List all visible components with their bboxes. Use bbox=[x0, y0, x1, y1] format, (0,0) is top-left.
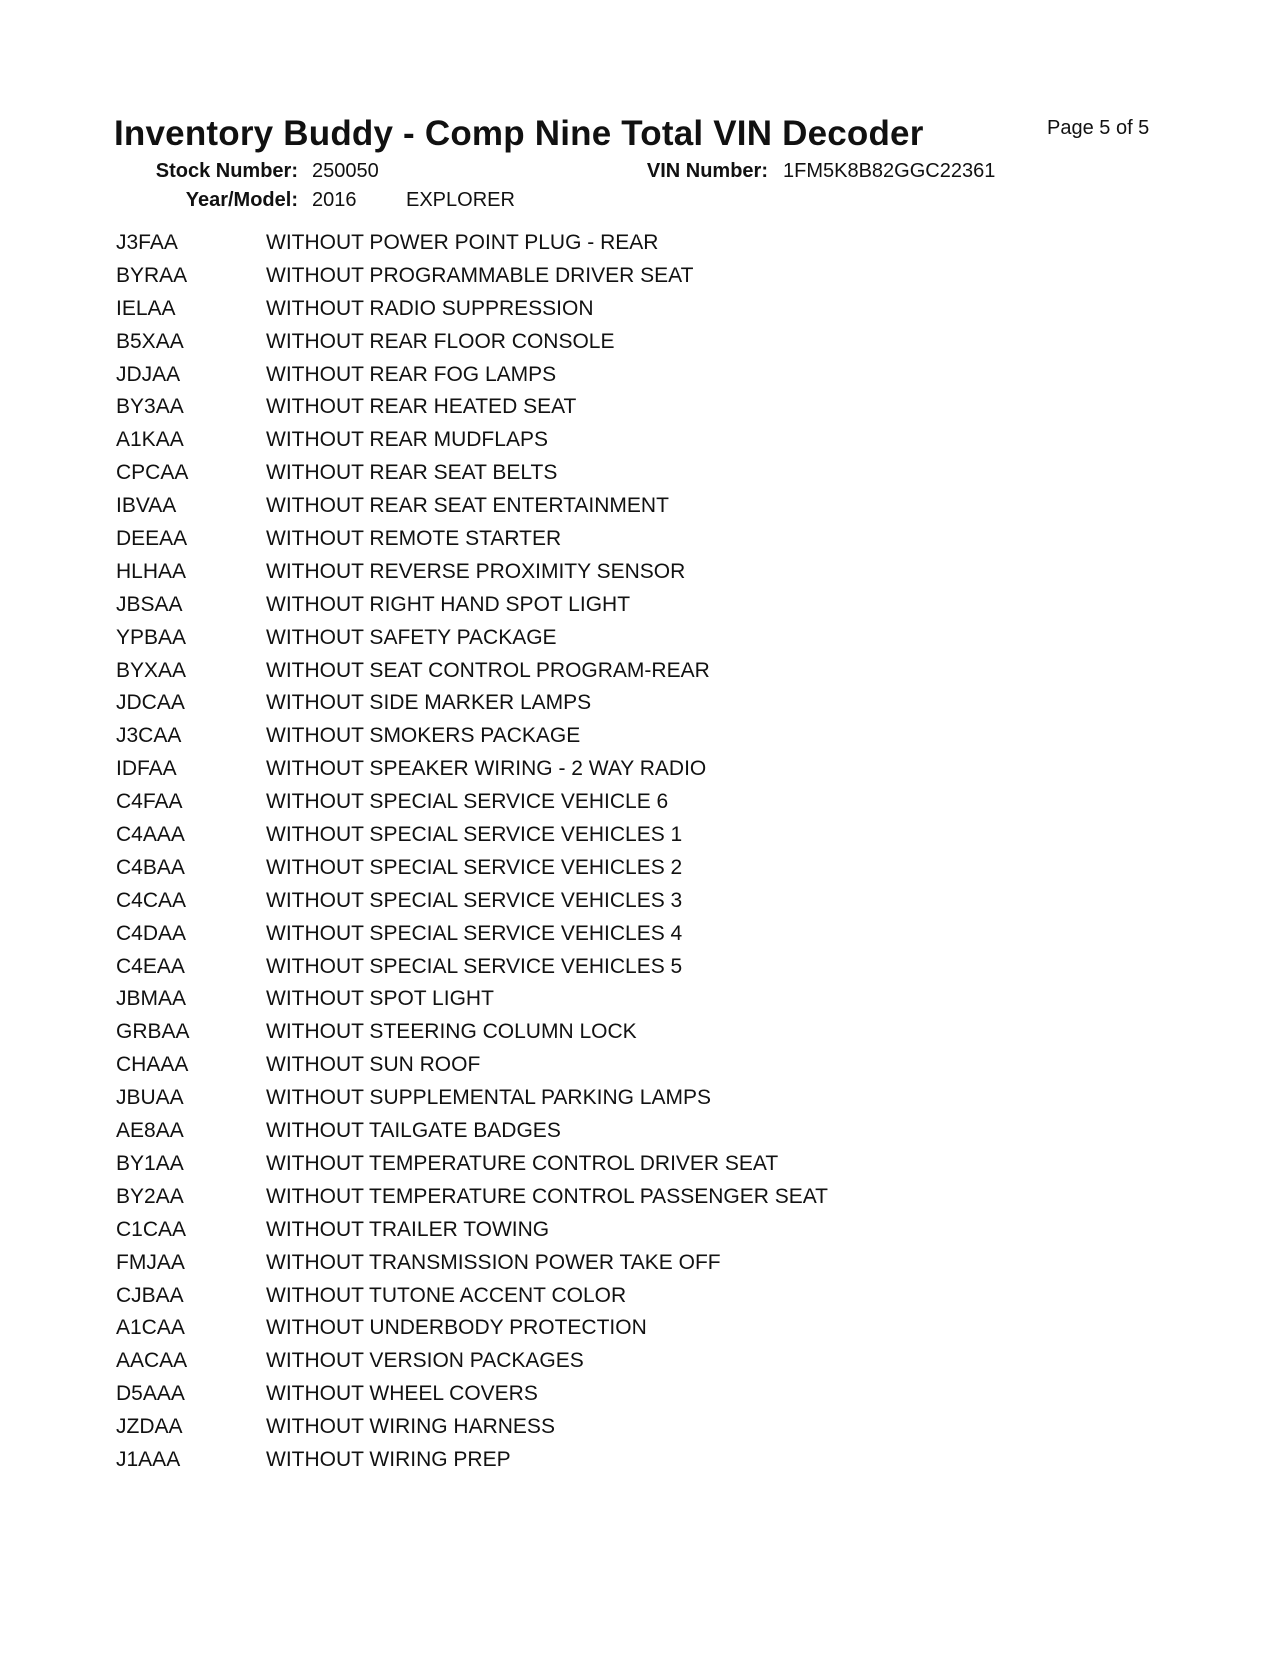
list-item bbox=[116, 753, 1016, 786]
option-code: CHAAA bbox=[116, 1053, 189, 1077]
option-description: WITHOUT REVERSE PROXIMITY SENSOR bbox=[266, 559, 686, 583]
option-code: DEEAA bbox=[116, 527, 188, 551]
list-item bbox=[116, 293, 1016, 326]
model-value: EXPLORER bbox=[406, 189, 515, 211]
option-code: C4BAA bbox=[116, 855, 185, 879]
option-description: WITHOUT REAR FOG LAMPS bbox=[266, 362, 557, 386]
option-description: WITHOUT TRANSMISSION POWER TAKE OFF bbox=[266, 1250, 721, 1274]
option-code: IDFAA bbox=[116, 757, 177, 781]
option-description: WITHOUT POWER POINT PLUG - REAR bbox=[266, 231, 659, 254]
option-description: WITHOUT SPECIAL SERVICE VEHICLE 6 bbox=[266, 790, 669, 814]
option-code: A1KAA bbox=[116, 428, 184, 452]
option-description: WITHOUT VERSION PACKAGES bbox=[266, 1349, 584, 1373]
option-code: JBUAA bbox=[116, 1086, 184, 1110]
option-description: WITHOUT TEMPERATURE CONTROL PASSENGER SEAT bbox=[266, 1184, 829, 1208]
list-item bbox=[116, 260, 1016, 293]
list-item bbox=[116, 556, 1016, 589]
option-description: WITHOUT TAILGATE BADGES bbox=[266, 1119, 561, 1143]
option-code: C4DAA bbox=[116, 921, 187, 945]
option-description: WITHOUT SIDE MARKER LAMPS bbox=[266, 691, 592, 715]
option-code: BYRAA bbox=[116, 263, 188, 287]
vin-number-label: VIN Number: bbox=[646, 160, 768, 182]
option-description: WITHOUT SPEAKER WIRING - 2 WAY RADIO bbox=[266, 757, 707, 781]
option-code: CPCAA bbox=[116, 461, 189, 485]
list-item bbox=[116, 391, 1016, 424]
option-code: C4AAA bbox=[116, 823, 185, 847]
list-item bbox=[116, 1444, 1016, 1477]
stock-number-label: Stock Number: bbox=[155, 160, 298, 182]
option-description: WITHOUT REAR SEAT ENTERTAINMENT bbox=[266, 494, 669, 518]
list-item bbox=[116, 490, 1016, 523]
option-code: J3CAA bbox=[116, 724, 182, 748]
option-code: J3FAA bbox=[116, 231, 178, 254]
option-description: WITHOUT SUPPLEMENTAL PARKING LAMPS bbox=[266, 1086, 711, 1110]
option-code: J1AAA bbox=[116, 1447, 181, 1471]
option-description: WITHOUT SEAT CONTROL PROGRAM-REAR bbox=[266, 658, 710, 682]
option-code: JDCAA bbox=[116, 691, 185, 715]
list-item bbox=[116, 1049, 1016, 1082]
list-item bbox=[116, 1378, 1016, 1411]
option-description: WITHOUT TEMPERATURE CONTROL DRIVER SEAT bbox=[266, 1151, 779, 1175]
option-description: WITHOUT REAR MUDFLAPS bbox=[266, 428, 548, 452]
page-number: Page 5 of 5 bbox=[1047, 117, 1150, 139]
list-item bbox=[116, 1181, 1016, 1214]
option-description: WITHOUT STEERING COLUMN LOCK bbox=[266, 1020, 637, 1044]
page-title: Inventory Buddy - Comp Nine Total VIN Decoder bbox=[114, 114, 924, 153]
year-model-label: Year/Model: bbox=[185, 189, 298, 211]
option-description: WITHOUT SPECIAL SERVICE VEHICLES 2 bbox=[266, 855, 683, 879]
option-description: WITHOUT RADIO SUPPRESSION bbox=[266, 296, 594, 320]
list-item bbox=[116, 622, 1016, 655]
option-code: FMJAA bbox=[116, 1250, 185, 1274]
option-description: WITHOUT TUTONE ACCENT COLOR bbox=[266, 1283, 627, 1307]
list-item bbox=[116, 326, 1016, 359]
option-description: WITHOUT SPECIAL SERVICE VEHICLES 1 bbox=[266, 823, 683, 847]
option-code: BY3AA bbox=[116, 395, 184, 419]
option-description: WITHOUT TRAILER TOWING bbox=[266, 1217, 550, 1241]
vin-number-value: 1FM5K8B82GGC22361 bbox=[783, 160, 996, 182]
option-description: WITHOUT UNDERBODY PROTECTION bbox=[266, 1316, 647, 1340]
list-item bbox=[116, 1411, 1016, 1444]
list-item bbox=[116, 1345, 1016, 1378]
option-code: D5AAA bbox=[116, 1382, 185, 1406]
option-description: WITHOUT PROGRAMMABLE DRIVER SEAT bbox=[266, 263, 694, 287]
option-description: WITHOUT SMOKERS PACKAGE bbox=[266, 724, 581, 748]
option-description: WITHOUT WIRING PREP bbox=[266, 1447, 511, 1471]
list-item bbox=[116, 918, 1016, 951]
option-code: AE8AA bbox=[116, 1119, 184, 1143]
option-description: WITHOUT REAR HEATED SEAT bbox=[266, 395, 577, 419]
list-item bbox=[116, 819, 1016, 852]
option-code: C4FAA bbox=[116, 790, 183, 814]
option-description: WITHOUT REMOTE STARTER bbox=[266, 527, 562, 551]
list-item bbox=[116, 1148, 1016, 1181]
option-code: C4CAA bbox=[116, 888, 187, 912]
option-code: C4EAA bbox=[116, 954, 185, 978]
list-item bbox=[116, 1082, 1016, 1115]
option-code: IELAA bbox=[116, 296, 176, 320]
list-item bbox=[116, 1280, 1016, 1313]
option-description: WITHOUT WIRING HARNESS bbox=[266, 1415, 555, 1439]
list-item bbox=[116, 523, 1016, 556]
option-code: YPBAA bbox=[116, 625, 187, 649]
list-item bbox=[116, 424, 1016, 457]
option-description: WITHOUT SPECIAL SERVICE VEHICLES 4 bbox=[266, 921, 683, 945]
option-code: GRBAA bbox=[116, 1020, 190, 1044]
option-description: WITHOUT SPOT LIGHT bbox=[266, 987, 494, 1011]
option-code: B5XAA bbox=[116, 329, 184, 353]
list-item bbox=[116, 1312, 1016, 1345]
option-code: BY1AA bbox=[116, 1151, 184, 1175]
option-code: A1CAA bbox=[116, 1316, 185, 1340]
option-code: BYXAA bbox=[116, 658, 187, 682]
list-item bbox=[116, 1115, 1016, 1148]
list-item bbox=[116, 655, 1016, 688]
option-description: WITHOUT SPECIAL SERVICE VEHICLES 3 bbox=[266, 888, 683, 912]
option-description: WITHOUT SPECIAL SERVICE VEHICLES 5 bbox=[266, 954, 683, 978]
list-item bbox=[116, 852, 1016, 885]
list-item bbox=[116, 1247, 1016, 1280]
option-code: BY2AA bbox=[116, 1184, 184, 1208]
option-description: WITHOUT WHEEL COVERS bbox=[266, 1382, 538, 1406]
option-code: JBMAA bbox=[116, 987, 187, 1011]
list-item bbox=[116, 720, 1016, 753]
list-item bbox=[116, 589, 1016, 622]
list-item bbox=[116, 227, 1016, 260]
option-description: WITHOUT SUN ROOF bbox=[266, 1053, 481, 1077]
option-code: C1CAA bbox=[116, 1217, 187, 1241]
option-code: JBSAA bbox=[116, 592, 183, 616]
list-item bbox=[116, 457, 1016, 490]
option-description: WITHOUT REAR FLOOR CONSOLE bbox=[266, 329, 615, 353]
option-code: IBVAA bbox=[116, 494, 177, 518]
list-item bbox=[116, 359, 1016, 392]
list-item bbox=[116, 687, 1016, 720]
option-code: JZDAA bbox=[116, 1415, 183, 1439]
option-description: WITHOUT SAFETY PACKAGE bbox=[266, 625, 557, 649]
option-code: AACAA bbox=[116, 1349, 188, 1373]
list-item bbox=[116, 786, 1016, 819]
list-item bbox=[116, 1214, 1016, 1247]
option-description: WITHOUT REAR SEAT BELTS bbox=[266, 461, 558, 485]
list-item bbox=[116, 885, 1016, 918]
option-code: JDJAA bbox=[116, 362, 181, 386]
list-item bbox=[116, 951, 1016, 984]
option-code: CJBAA bbox=[116, 1283, 184, 1307]
stock-number-value: 250050 bbox=[312, 160, 379, 182]
option-code-list bbox=[116, 227, 1016, 1477]
list-item bbox=[116, 983, 1016, 1016]
year-value: 2016 bbox=[312, 189, 357, 211]
list-item bbox=[116, 1016, 1016, 1049]
option-code: HLHAA bbox=[116, 559, 187, 583]
option-description: WITHOUT RIGHT HAND SPOT LIGHT bbox=[266, 592, 631, 616]
